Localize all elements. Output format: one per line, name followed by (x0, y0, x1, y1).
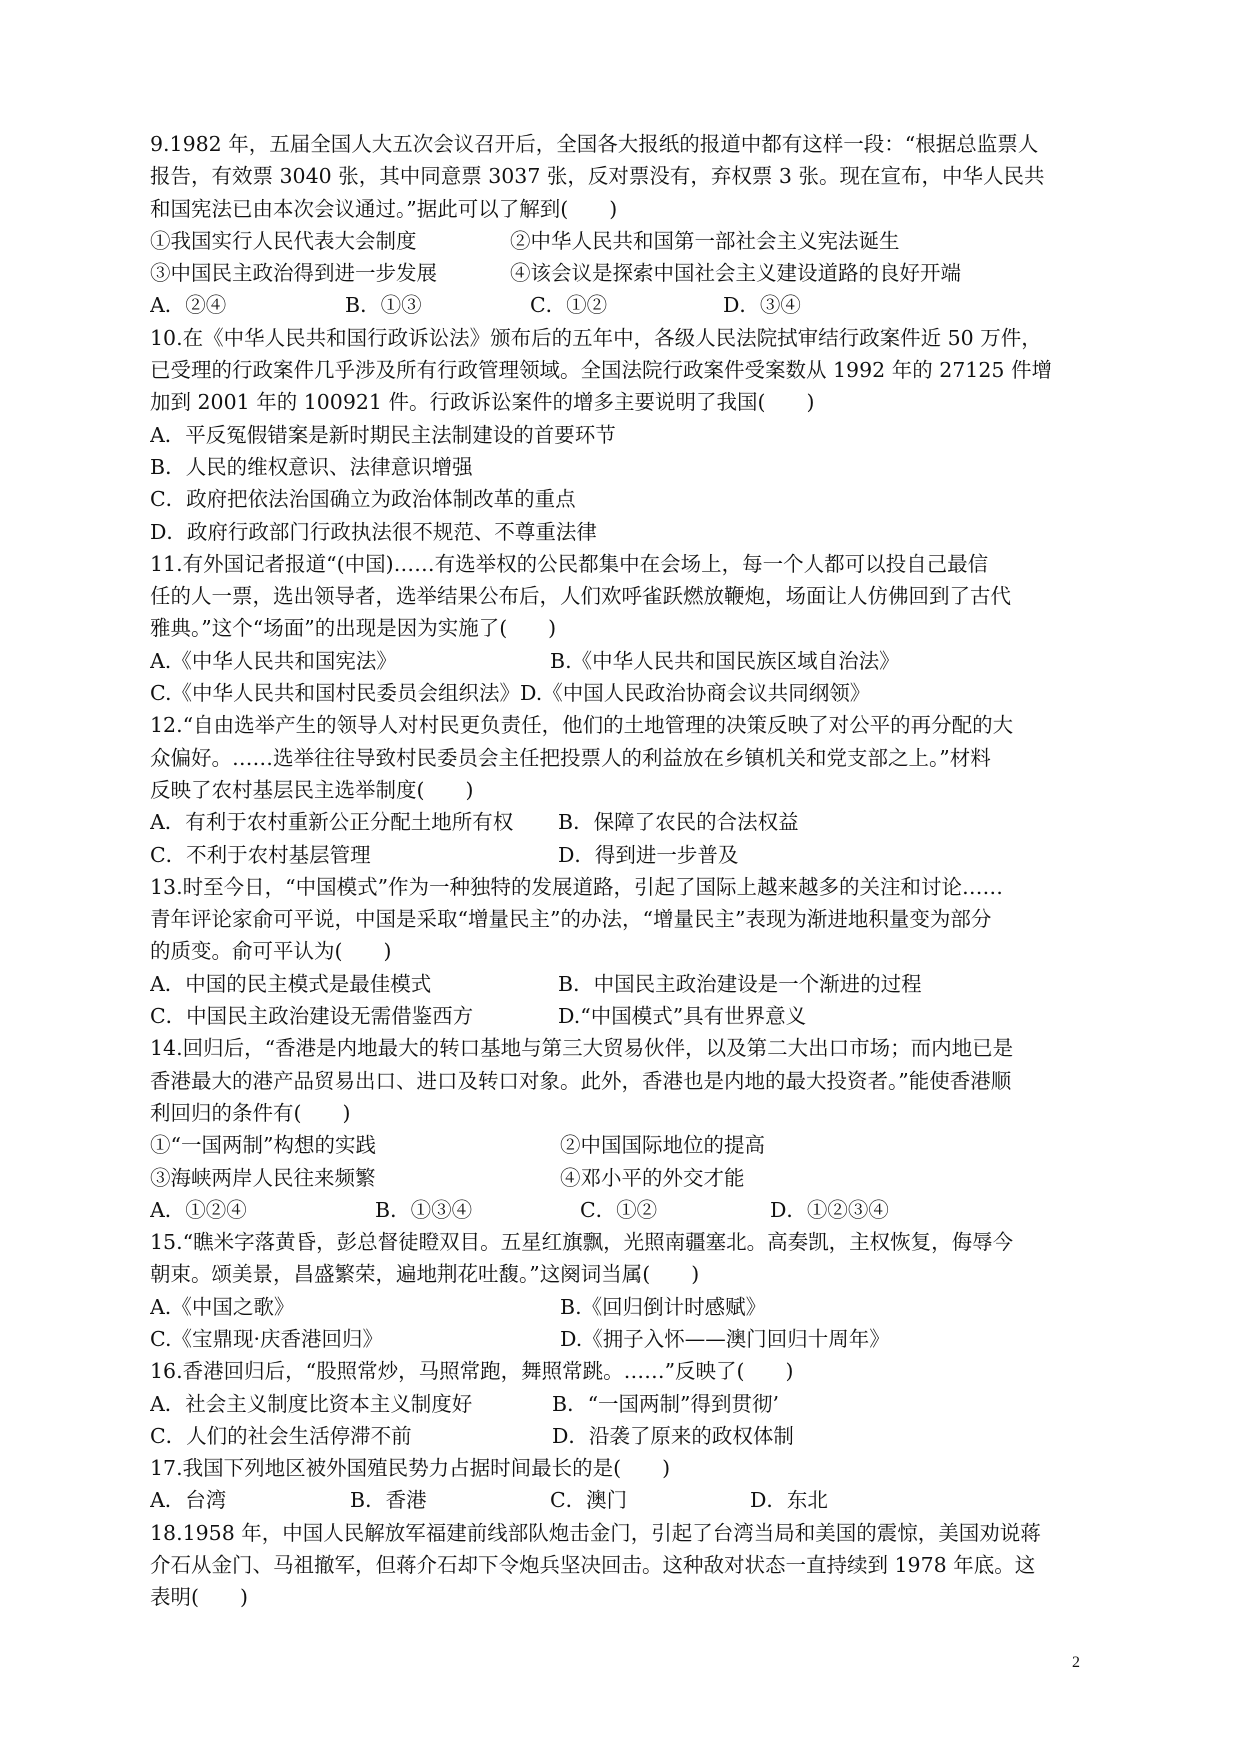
option-row (150, 1291, 1080, 1323)
question-stem-line: 17.我国下列地区被外国殖民势力占据时间最长的是( ) (150, 1456, 671, 1481)
option-a[interactable]: A.《中国之歌》 (150, 1294, 295, 1319)
option-c[interactable]: C．澳门 (550, 1488, 628, 1513)
question-10 (150, 322, 1080, 548)
option-d[interactable]: D.《中国人民政治协商会议共同纲领》 (519, 681, 871, 706)
option-c[interactable]: C．不利于农村基层管理 (150, 842, 371, 867)
statement-item: ②中国国际地位的提高 (560, 1133, 765, 1158)
option-b[interactable]: B．中国民主政治建设是一个渐进的过程 (558, 971, 922, 996)
option-c[interactable]: C．人们的社会生活停滞不前 (150, 1423, 412, 1448)
option-row (150, 645, 1080, 677)
question-stem-line: 任的人一票，选出领导者，选举结果公布后，人们欢呼雀跃燃放鞭炮，场面让人仿佛回到了古代 (150, 584, 1011, 609)
question-18 (150, 1517, 1080, 1614)
option-a[interactable]: A．平反冤假错案是新时期民主法制建设的首要环节 (150, 422, 616, 447)
statement-row (150, 1129, 1080, 1161)
question-stem-line: 青年评论家俞可平说，中国是采取“增量民主”的办法，“增量民主”表现为渐进地积量变为部分 (150, 907, 992, 932)
question-stem-line: 加到 2001 年的 100921 件。行政诉讼案件的增多主要说明了我国( ) (150, 390, 815, 415)
question-11 (150, 548, 1080, 709)
question-stem-line: 12.“自由选举产生的领导人对村民更负责任，他们的土地管理的决策反映了对公平的再分配的大 (150, 713, 1014, 738)
statement-item: ①“一国两制”构想的实践 (150, 1133, 376, 1158)
option-d[interactable]: D．政府行政部门行政执法很不规范、不尊重法律 (150, 519, 597, 544)
question-9 (150, 128, 1080, 322)
question-stem-line: 雅典。”这个“场面”的出现是因为实施了( ) (150, 616, 557, 641)
question-stem-line: 15.“瞧米字落黄昏，彭总督徒瞪双目。五星红旗飘，光照南疆塞北。高奏凯，主权恢复，侮辱今 (150, 1230, 1014, 1255)
option-c[interactable]: C.《宝鼎现·庆香港回归》 (150, 1326, 383, 1351)
option-d[interactable]: D．③④ (723, 293, 801, 318)
option-b[interactable]: B.《回归倒计时感赋》 (560, 1294, 767, 1319)
option-b[interactable]: B．香港 (350, 1488, 427, 1513)
option-b[interactable]: B．保障了农民的合法权益 (558, 810, 799, 835)
statement-row (150, 225, 1080, 257)
question-list (150, 128, 1080, 1614)
question-stem-line: 和国宪法已由本次会议通过。”据此可以了解到( ) (150, 196, 618, 221)
question-16 (150, 1355, 1080, 1452)
option-d[interactable]: D．沿袭了原来的政权体制 (552, 1423, 794, 1448)
option-d[interactable]: D．得到进一步普及 (558, 842, 739, 867)
question-13 (150, 871, 1080, 1032)
option-a[interactable]: A．台湾 (150, 1488, 227, 1513)
option-row (150, 1420, 1080, 1452)
page-number: 2 (1072, 1654, 1080, 1671)
option-d[interactable]: D．①②③④ (770, 1197, 889, 1222)
question-stem-line: 介石从金门、马祖撤军，但蒋介石却下令炮兵坚决回击。这种敌对状态一直持续到 1978 年底。这 (150, 1553, 1036, 1578)
question-stem-line: 11.有外国记者报道“(中国)……有选举权的公民都集中在会场上，每一个人都可以投自己最信 (150, 551, 989, 576)
option-b[interactable]: B．①③④ (375, 1197, 473, 1222)
option-row (150, 839, 1080, 871)
statement-row (150, 1162, 1080, 1194)
option-row (150, 806, 1080, 838)
statement-item: ③海峡两岸人民往来频繁 (150, 1165, 376, 1190)
question-stem-line: 表明( ) (150, 1585, 248, 1610)
statement-item: ④该会议是探索中国社会主义建设道路的良好开端 (510, 261, 961, 286)
question-stem-line: 13.时至今日，“中国模式”作为一种独特的发展道路，引起了国际上越来越多的关注和讨论…… (150, 874, 1004, 899)
option-row (150, 968, 1080, 1000)
question-stem-line: 反映了农村基层民主选举制度( ) (150, 777, 474, 802)
option-b[interactable]: B．①③ (345, 293, 422, 318)
question-15 (150, 1226, 1080, 1355)
question-stem-line: 香港最大的港产品贸易出口、进口及转口对象。此外，香港也是内地的最大投资者。”能使香港顺 (150, 1068, 1012, 1093)
option-row (150, 1484, 1080, 1516)
question-stem-line: 9.1982 年，五届全国人大五次会议召开后，全国各大报纸的报道中都有这样一段：“根据总监票人 (150, 132, 1039, 156)
question-stem-line: 14.回归后，“香港是内地最大的转口基地与第三大贸易伙伴，以及第二大出口市场；而内地已是 (150, 1036, 1014, 1061)
option-row (150, 1323, 1080, 1355)
option-c[interactable]: C.《中华人民共和国村民委员会组织法》 (150, 681, 520, 706)
option-d[interactable]: D.《拥子入怀——澳门回归十周年》 (560, 1326, 890, 1351)
option-a[interactable]: A．②④ (150, 293, 227, 318)
question-14 (150, 1032, 1080, 1226)
question-stem-line: 朝束。颂美景，昌盛繁荣，遍地荆花吐馥。”这阕词当属( ) (150, 1262, 700, 1287)
question-stem-line: 报告，有效票 3040 张，其中同意票 3037 张，反对票没有，弃权票 3 张。现在宣布，中华人民共 (150, 164, 1045, 189)
option-d[interactable]: D．东北 (750, 1488, 828, 1513)
question-stem-line: 已受理的行政案件几乎涉及所有行政管理领域。全国法院行政案件受案数从 1992 年的 27125 件增 (150, 358, 1052, 383)
statement-item: ③中国民主政治得到进一步发展 (150, 261, 437, 286)
option-b[interactable]: B．人民的维权意识、法律意识增强 (150, 454, 473, 479)
option-c[interactable]: C．中国民主政治建设无需借鉴西方 (150, 1004, 474, 1029)
option-a[interactable]: A．有利于农村重新公正分配土地所有权 (150, 810, 514, 835)
question-12 (150, 709, 1080, 870)
option-c[interactable]: C．政府把依法治国确立为政治体制改革的重点 (150, 487, 576, 512)
option-b[interactable]: B．“一国两制”得到贯彻’ (552, 1391, 780, 1416)
statement-item: ①我国实行人民代表大会制度 (150, 228, 417, 253)
option-row (150, 677, 1080, 709)
question-stem-line: 16.香港回归后，“股照常炒，马照常跑，舞照常跳。……”反映了( ) (150, 1359, 794, 1384)
option-b[interactable]: B.《中华人民共和国民族区域自治法》 (550, 648, 900, 673)
statement-item: ④邓小平的外交才能 (560, 1165, 745, 1190)
question-stem-line: 10.在《中华人民共和国行政诉讼法》颁布后的五年中，各级人民法院拭审结行政案件近 50 万件， (150, 325, 1042, 350)
question-stem-line: 的质变。俞可平认为( ) (150, 939, 392, 964)
statement-item: ②中华人民共和国第一部社会主义宪法诞生 (510, 228, 900, 253)
question-stem-line: 众偏好。……选举往往导致村民委员会主任把投票人的利益放在乡镇机关和党支部之上。”材料 (150, 745, 991, 770)
option-c[interactable]: C．①② (530, 293, 608, 318)
question-stem-line: 利回归的条件有( ) (150, 1100, 351, 1125)
option-row (150, 1000, 1080, 1032)
question-stem-line: 18.1958 年，中国人民解放军福建前线部队炮击金门，引起了台湾当局和美国的震惊，美国劝说蒋 (150, 1520, 1041, 1545)
option-a[interactable]: A．中国的民主模式是最佳模式 (150, 971, 432, 996)
statement-row (150, 257, 1080, 289)
option-row (150, 289, 1080, 321)
option-c[interactable]: C．①② (580, 1197, 658, 1222)
option-d[interactable]: D.“中国模式”具有世界意义 (558, 1004, 807, 1029)
option-row (150, 1388, 1080, 1420)
option-row (150, 1194, 1080, 1226)
option-a[interactable]: A．社会主义制度比资本主义制度好 (150, 1391, 473, 1416)
option-a[interactable]: A.《中华人民共和国宪法》 (150, 648, 397, 673)
option-a[interactable]: A．①②④ (150, 1197, 247, 1222)
question-17 (150, 1452, 1080, 1517)
